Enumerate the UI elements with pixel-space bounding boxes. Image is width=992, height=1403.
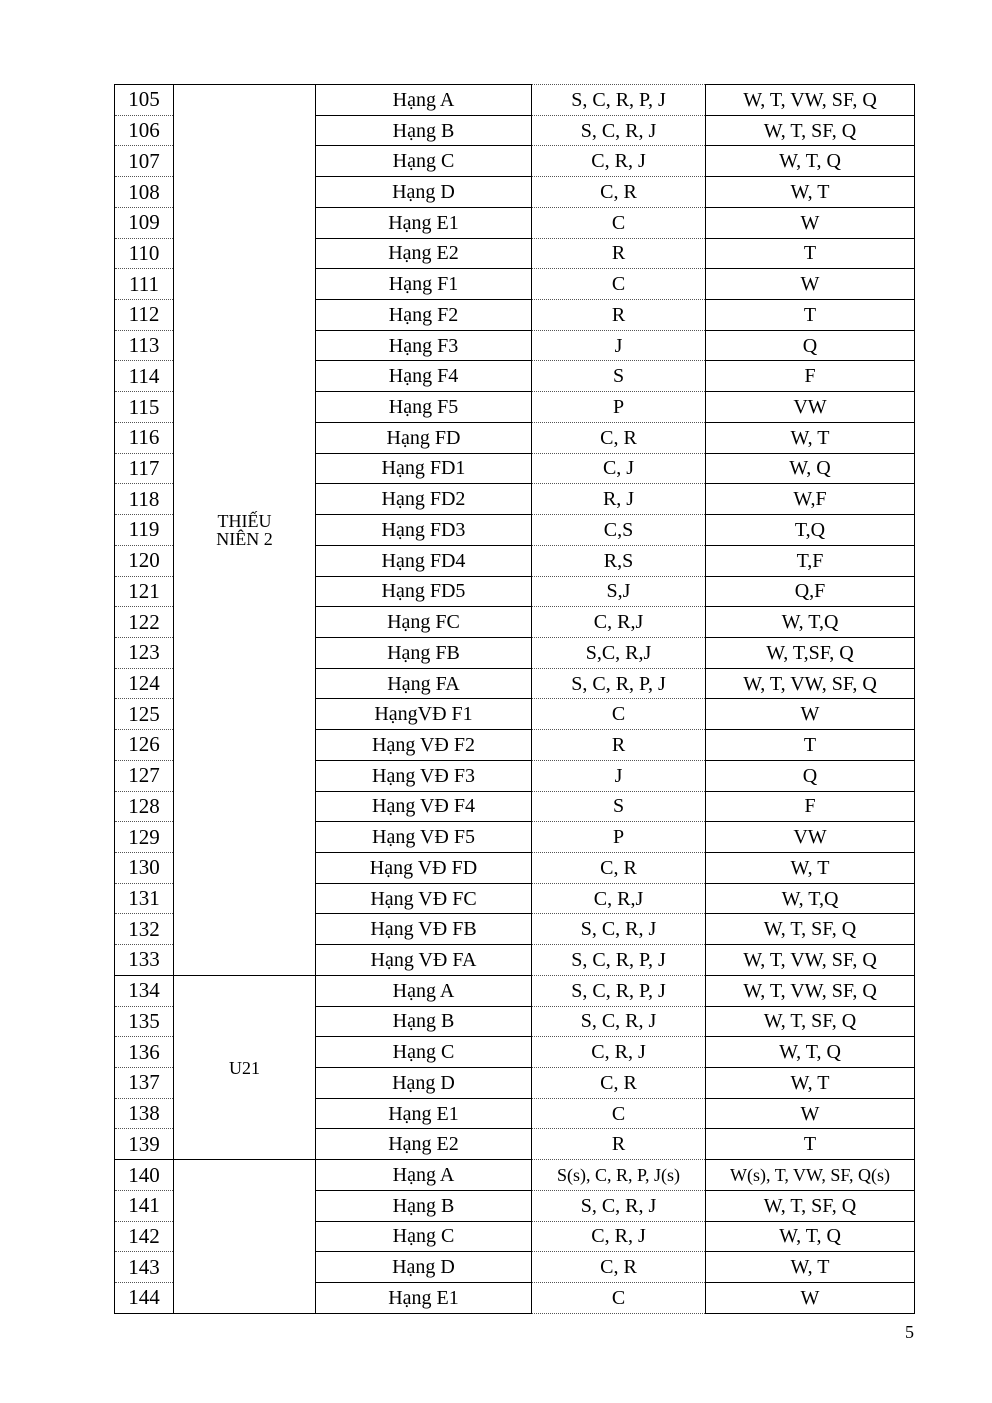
table-row	[115, 1160, 915, 1191]
class-cell: Hạng A	[316, 1160, 532, 1191]
class-cell: Hạng FB	[316, 637, 532, 668]
code-cell-2: F	[706, 361, 915, 392]
row-number: 109	[115, 207, 174, 238]
class-cell: Hạng FD	[316, 422, 532, 453]
code-cell-2: W	[706, 699, 915, 730]
code-cell-1: C, R,J	[532, 607, 706, 638]
code-cell-2: Q,F	[706, 576, 915, 607]
code-cell-1: C	[532, 1098, 706, 1129]
code-cell-2: T	[706, 300, 915, 331]
code-cell-2: T	[706, 238, 915, 269]
table-body	[115, 85, 915, 1314]
row-number: 135	[115, 1006, 174, 1037]
code-cell-1: C, R	[532, 1252, 706, 1283]
code-cell-1: C, R, J	[532, 1221, 706, 1252]
code-cell-2: W, T	[706, 177, 915, 208]
code-cell-1: S	[532, 791, 706, 822]
code-cell-1: S, C, R, P, J	[532, 668, 706, 699]
row-number: 138	[115, 1098, 174, 1129]
code-cell-1: R, J	[532, 484, 706, 515]
code-cell-1: S,C, R,J	[532, 637, 706, 668]
row-number: 136	[115, 1037, 174, 1068]
page-number: 5	[905, 1322, 914, 1342]
class-cell: Hạng B	[316, 1006, 532, 1037]
row-number: 144	[115, 1283, 174, 1314]
code-cell-1: C, R	[532, 177, 706, 208]
class-cell: Hạng VĐ FC	[316, 883, 532, 914]
class-cell: Hạng FC	[316, 607, 532, 638]
row-number: 133	[115, 945, 174, 976]
class-cell: Hạng F2	[316, 300, 532, 331]
row-number: 142	[115, 1221, 174, 1252]
class-cell: Hạng VĐ F3	[316, 760, 532, 791]
code-cell-2: W, T	[706, 1252, 915, 1283]
row-number: 141	[115, 1190, 174, 1221]
row-number: 116	[115, 422, 174, 453]
row-number: 128	[115, 791, 174, 822]
row-number: 106	[115, 115, 174, 146]
code-cell-1: C, J	[532, 453, 706, 484]
class-cell: Hạng VĐ F4	[316, 791, 532, 822]
code-cell-1: S, C, R, J	[532, 914, 706, 945]
row-number: 122	[115, 607, 174, 638]
code-cell-1: P	[532, 392, 706, 423]
code-cell-2: W, Q	[706, 453, 915, 484]
code-cell-1: R	[532, 238, 706, 269]
code-cell-1: S	[532, 361, 706, 392]
code-cell-1: C,S	[532, 515, 706, 546]
code-cell-2: T	[706, 730, 915, 761]
code-cell-1: P	[532, 822, 706, 853]
group-label	[174, 1160, 316, 1314]
class-cell: Hạng B	[316, 115, 532, 146]
class-cell: Hạng FA	[316, 668, 532, 699]
row-number: 119	[115, 515, 174, 546]
class-cell: Hạng C	[316, 146, 532, 177]
row-number: 124	[115, 668, 174, 699]
class-cell: Hạng E1	[316, 207, 532, 238]
class-cell: Hạng A	[316, 85, 532, 116]
row-number: 108	[115, 177, 174, 208]
class-cell: Hạng VĐ FD	[316, 852, 532, 883]
code-cell-2: W, T, SF, Q	[706, 914, 915, 945]
table-row	[115, 85, 915, 116]
class-cell: Hạng E1	[316, 1283, 532, 1314]
class-cell: Hạng VĐ FA	[316, 945, 532, 976]
class-cell: Hạng F5	[316, 392, 532, 423]
code-cell-1: S, C, R, J	[532, 115, 706, 146]
group-label-line-1: THIẾU	[217, 510, 272, 531]
code-cell-2: W, T, VW, SF, Q	[706, 975, 915, 1006]
code-cell-2: W, T, Q	[706, 1037, 915, 1068]
code-cell-2: W, T, VW, SF, Q	[706, 668, 915, 699]
row-number: 120	[115, 545, 174, 576]
group-label-line-1: U21	[229, 1057, 260, 1078]
class-cell: Hạng FD2	[316, 484, 532, 515]
code-cell-2: W	[706, 207, 915, 238]
class-cell: HạngVĐ F1	[316, 699, 532, 730]
row-number: 125	[115, 699, 174, 730]
code-cell-1: R	[532, 300, 706, 331]
row-number: 107	[115, 146, 174, 177]
code-cell-2: F	[706, 791, 915, 822]
class-cell: Hạng D	[316, 1252, 532, 1283]
group-label	[174, 975, 316, 1159]
row-number: 132	[115, 914, 174, 945]
row-number: 131	[115, 883, 174, 914]
code-cell-2: Q	[706, 760, 915, 791]
code-cell-2: VW	[706, 822, 915, 853]
code-cell-1: C	[532, 699, 706, 730]
code-cell-2: W, T, VW, SF, Q	[706, 85, 915, 116]
code-cell-2: W, T,Q	[706, 883, 915, 914]
code-cell-1: C, R, J	[532, 146, 706, 177]
row-number: 113	[115, 330, 174, 361]
code-cell-1: S, C, R, P, J	[532, 975, 706, 1006]
class-cell: Hạng F3	[316, 330, 532, 361]
code-cell-1: C, R	[532, 1068, 706, 1099]
code-cell-2: W, T, SF, Q	[706, 1190, 915, 1221]
row-number: 118	[115, 484, 174, 515]
code-cell-2: W, T	[706, 1068, 915, 1099]
class-cell: Hạng FD5	[316, 576, 532, 607]
group-label	[174, 85, 316, 976]
row-number: 123	[115, 637, 174, 668]
code-cell-1: C, R, J	[532, 1037, 706, 1068]
code-cell-2: W, T,Q	[706, 607, 915, 638]
class-cell: Hạng FD3	[316, 515, 532, 546]
class-cell: Hạng D	[316, 177, 532, 208]
code-cell-2: VW	[706, 392, 915, 423]
row-number: 126	[115, 730, 174, 761]
row-number: 112	[115, 300, 174, 331]
class-cell: Hạng F1	[316, 269, 532, 300]
row-number: 117	[115, 453, 174, 484]
row-number: 130	[115, 852, 174, 883]
row-number: 121	[115, 576, 174, 607]
code-cell-1: S, C, R, J	[532, 1190, 706, 1221]
code-cell-1: C, R	[532, 852, 706, 883]
code-cell-2: W, T, VW, SF, Q	[706, 945, 915, 976]
code-cell-1: S, C, R, P, J	[532, 945, 706, 976]
code-cell-2: W	[706, 1283, 915, 1314]
class-cell: Hạng VĐ FB	[316, 914, 532, 945]
row-number: 134	[115, 975, 174, 1006]
code-cell-2: W(s), T, VW, SF, Q(s)	[706, 1160, 915, 1191]
code-cell-1: S(s), C, R, P, J(s)	[532, 1160, 706, 1191]
row-number: 114	[115, 361, 174, 392]
row-number: 127	[115, 760, 174, 791]
row-number: 105	[115, 85, 174, 116]
code-cell-1: C	[532, 1283, 706, 1314]
group-label-line-2: NIÊN 2	[216, 528, 273, 549]
code-cell-1: C, R	[532, 422, 706, 453]
class-cell: Hạng VĐ F5	[316, 822, 532, 853]
class-cell: Hạng A	[316, 975, 532, 1006]
code-cell-1: S, C, R, P, J	[532, 85, 706, 116]
class-cell: Hạng D	[316, 1068, 532, 1099]
row-number: 139	[115, 1129, 174, 1160]
code-cell-2: W, T, SF, Q	[706, 1006, 915, 1037]
code-cell-2: T,Q	[706, 515, 915, 546]
class-cell: Hạng C	[316, 1037, 532, 1068]
code-cell-1: C	[532, 269, 706, 300]
row-number: 110	[115, 238, 174, 269]
code-cell-1: S, C, R, J	[532, 1006, 706, 1037]
code-cell-2: W, T, SF, Q	[706, 115, 915, 146]
class-table	[114, 84, 915, 1314]
code-cell-2: W	[706, 1098, 915, 1129]
class-cell: Hạng E2	[316, 1129, 532, 1160]
code-cell-1: S,J	[532, 576, 706, 607]
code-cell-1: J	[532, 760, 706, 791]
class-cell: Hạng F4	[316, 361, 532, 392]
code-cell-2: T	[706, 1129, 915, 1160]
table-row	[115, 975, 915, 1006]
row-number: 137	[115, 1068, 174, 1099]
row-number: 143	[115, 1252, 174, 1283]
row-number: 129	[115, 822, 174, 853]
class-cell: Hạng VĐ F2	[316, 730, 532, 761]
code-cell-1: R	[532, 730, 706, 761]
code-cell-1: J	[532, 330, 706, 361]
class-cell: Hạng C	[316, 1221, 532, 1252]
code-cell-2: W, T, Q	[706, 146, 915, 177]
code-cell-2: W, T	[706, 422, 915, 453]
code-cell-2: T,F	[706, 545, 915, 576]
class-cell: Hạng B	[316, 1190, 532, 1221]
row-number: 140	[115, 1160, 174, 1191]
code-cell-2: Q	[706, 330, 915, 361]
code-cell-2: W, T, Q	[706, 1221, 915, 1252]
code-cell-2: W, T,SF, Q	[706, 637, 915, 668]
class-cell: Hạng E2	[316, 238, 532, 269]
code-cell-1: C	[532, 207, 706, 238]
code-cell-2: W, T	[706, 852, 915, 883]
class-cell: Hạng E1	[316, 1098, 532, 1129]
class-cell: Hạng FD1	[316, 453, 532, 484]
code-cell-1: C, R,J	[532, 883, 706, 914]
row-number: 115	[115, 392, 174, 423]
class-cell: Hạng FD4	[316, 545, 532, 576]
code-cell-1: R	[532, 1129, 706, 1160]
row-number: 111	[115, 269, 174, 300]
code-cell-2: W,F	[706, 484, 915, 515]
code-cell-1: R,S	[532, 545, 706, 576]
code-cell-2: W	[706, 269, 915, 300]
